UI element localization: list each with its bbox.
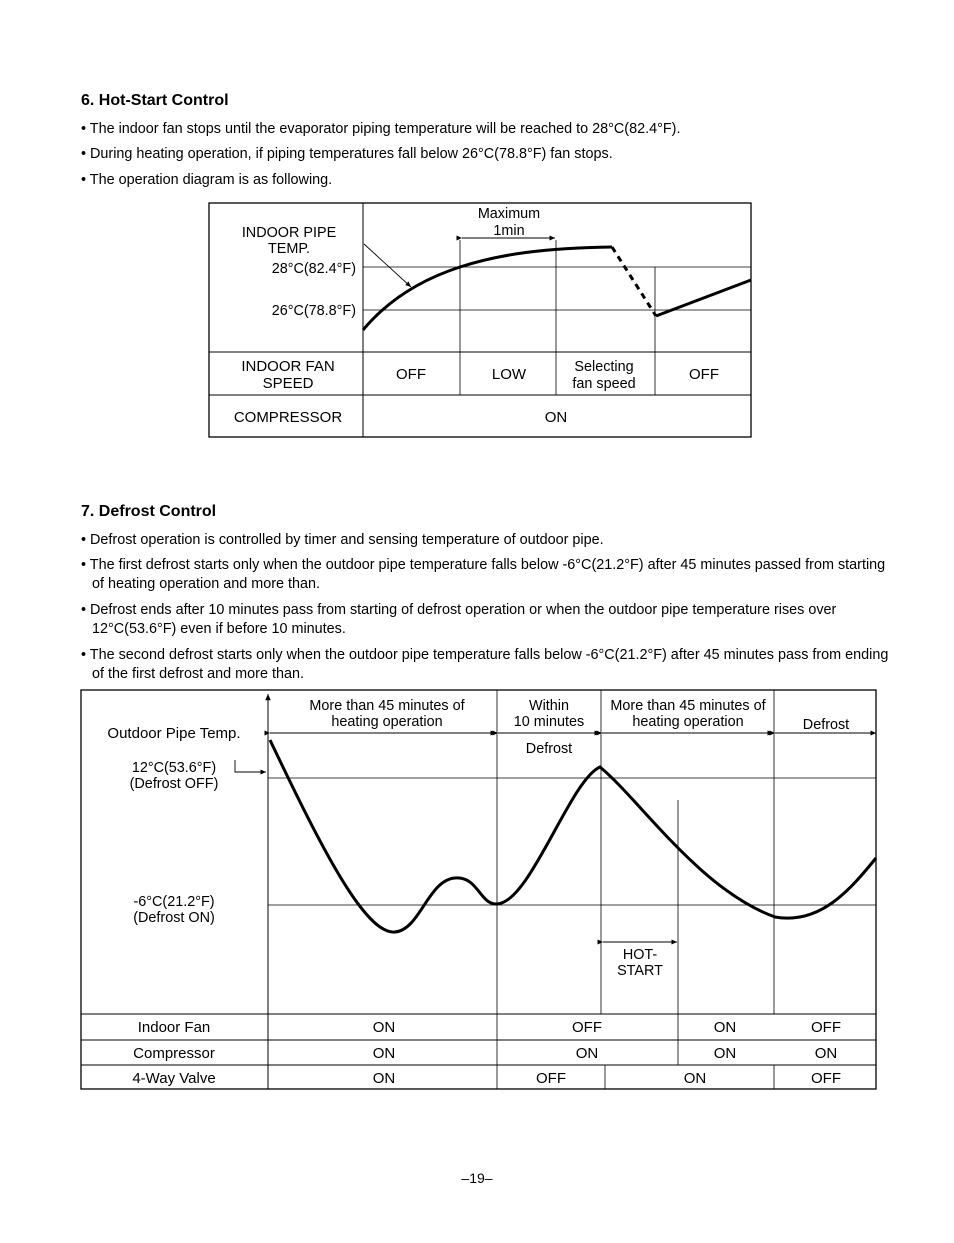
outdoor-pipe-label: Outdoor Pipe Temp. <box>107 725 241 742</box>
comp-val-3: ON <box>713 1045 737 1062</box>
section6-bullet-1: • The indoor fan stops until the evaporator piping temperature will be reached to 28°C(82.4°F). <box>81 121 681 137</box>
hot-start-label-2: START <box>617 963 663 979</box>
section7-bullet-2: • The first defrost starts only when the outdoor pipe temperature falls below -6°C(21.2°F) after 45 minutes passed from starting of heating operation and more than. <box>81 557 886 592</box>
max-label-2: 1min <box>493 223 525 239</box>
valve-val-4: OFF <box>811 1070 841 1087</box>
header-defrost-1: Defrost <box>525 741 573 757</box>
temp-m6-label-2: (Defrost ON) <box>133 910 215 926</box>
temp-26-label: 26°C(78.8°F) <box>271 303 356 319</box>
pipe-temp-drop-dashed <box>612 247 656 316</box>
section7-bullet-3: • Defrost ends after 10 minutes pass from starting of defrost operation or when the outdoor pipe temperature rises over 12°C(53.6°F) even if before 10 minutes. <box>81 602 837 637</box>
pipe-label-1: INDOOR PIPE <box>241 225 337 241</box>
fan-off-2: OFF <box>689 366 719 383</box>
fan-speed-label-2: SPEED <box>262 375 314 392</box>
comp-val-1: ON <box>372 1045 396 1062</box>
section7-bullet-1: • Defrost operation is controlled by timer and sensing temperature of outdoor pipe. <box>81 532 604 548</box>
fan-low: LOW <box>491 366 527 383</box>
pipe-temp-curve <box>363 247 612 330</box>
max-label-1: Maximum <box>477 206 541 222</box>
header-heating-2-line2: heating operation <box>632 714 744 730</box>
section6-bullet-3: • The operation diagram is as following. <box>81 172 333 188</box>
header-heating-1-line2: heating operation <box>331 714 443 730</box>
row-compressor: Compressor <box>133 1045 215 1062</box>
valve-val-1: ON <box>372 1070 396 1087</box>
fan-off-1: OFF <box>396 366 426 383</box>
valve-val-2: OFF <box>536 1070 566 1087</box>
header-heating-1-line1: More than 45 minutes of <box>309 698 465 714</box>
section7-title: 7. Defrost Control <box>81 503 217 520</box>
temp-12-label-2: (Defrost OFF) <box>129 776 219 792</box>
comp-val-2: ON <box>575 1045 599 1062</box>
temp-m6-label-1: -6°C(21.2°F) <box>133 894 215 910</box>
fan-selecting-1: Selecting <box>574 359 634 375</box>
compressor-on: ON <box>544 409 568 426</box>
fan-selecting-2: fan speed <box>572 376 636 392</box>
hot-start-diagram <box>0 0 954 460</box>
outdoor-temp-curve <box>270 740 876 932</box>
row-indoor-fan: Indoor Fan <box>137 1019 211 1036</box>
comp-val-4: ON <box>814 1045 838 1062</box>
header-within-line1: Within <box>529 698 569 714</box>
fan-val-4: OFF <box>811 1019 841 1036</box>
temp-12-label-1: 12°C(53.6°F) <box>131 760 217 776</box>
page-number: –19– <box>461 1170 493 1186</box>
fan-speed-label-1: INDOOR FAN <box>241 358 335 375</box>
row-4way-valve: 4-Way Valve <box>132 1070 216 1087</box>
fan-val-2: OFF <box>572 1019 602 1036</box>
temp-28-label: 28°C(82.4°F) <box>271 261 356 277</box>
header-defrost-2: Defrost <box>802 717 850 733</box>
valve-val-3: ON <box>683 1070 707 1087</box>
pipe-label-2: TEMP. <box>267 241 311 257</box>
section6-bullet-2: • During heating operation, if piping temperatures fall below 26°C(78.8°F) fan stops. <box>81 146 613 162</box>
defrost-diagram <box>0 680 954 1100</box>
fan-val-3: ON <box>713 1019 737 1036</box>
hot-start-label-1: HOT- <box>622 947 658 963</box>
pipe-temp-rise <box>656 280 751 316</box>
fan-val-1: ON <box>372 1019 396 1036</box>
section7-bullet-4: • The second defrost starts only when the outdoor pipe temperature falls below -6°C(21.2°F) after 45 minutes pass from ending of the first defrost and more than. <box>81 647 889 682</box>
compressor-label: COMPRESSOR <box>233 409 343 426</box>
header-heating-2-line1: More than 45 minutes of <box>610 698 766 714</box>
header-within-line2: 10 minutes <box>513 714 585 730</box>
section6-title: 6. Hot-Start Control <box>81 92 229 109</box>
